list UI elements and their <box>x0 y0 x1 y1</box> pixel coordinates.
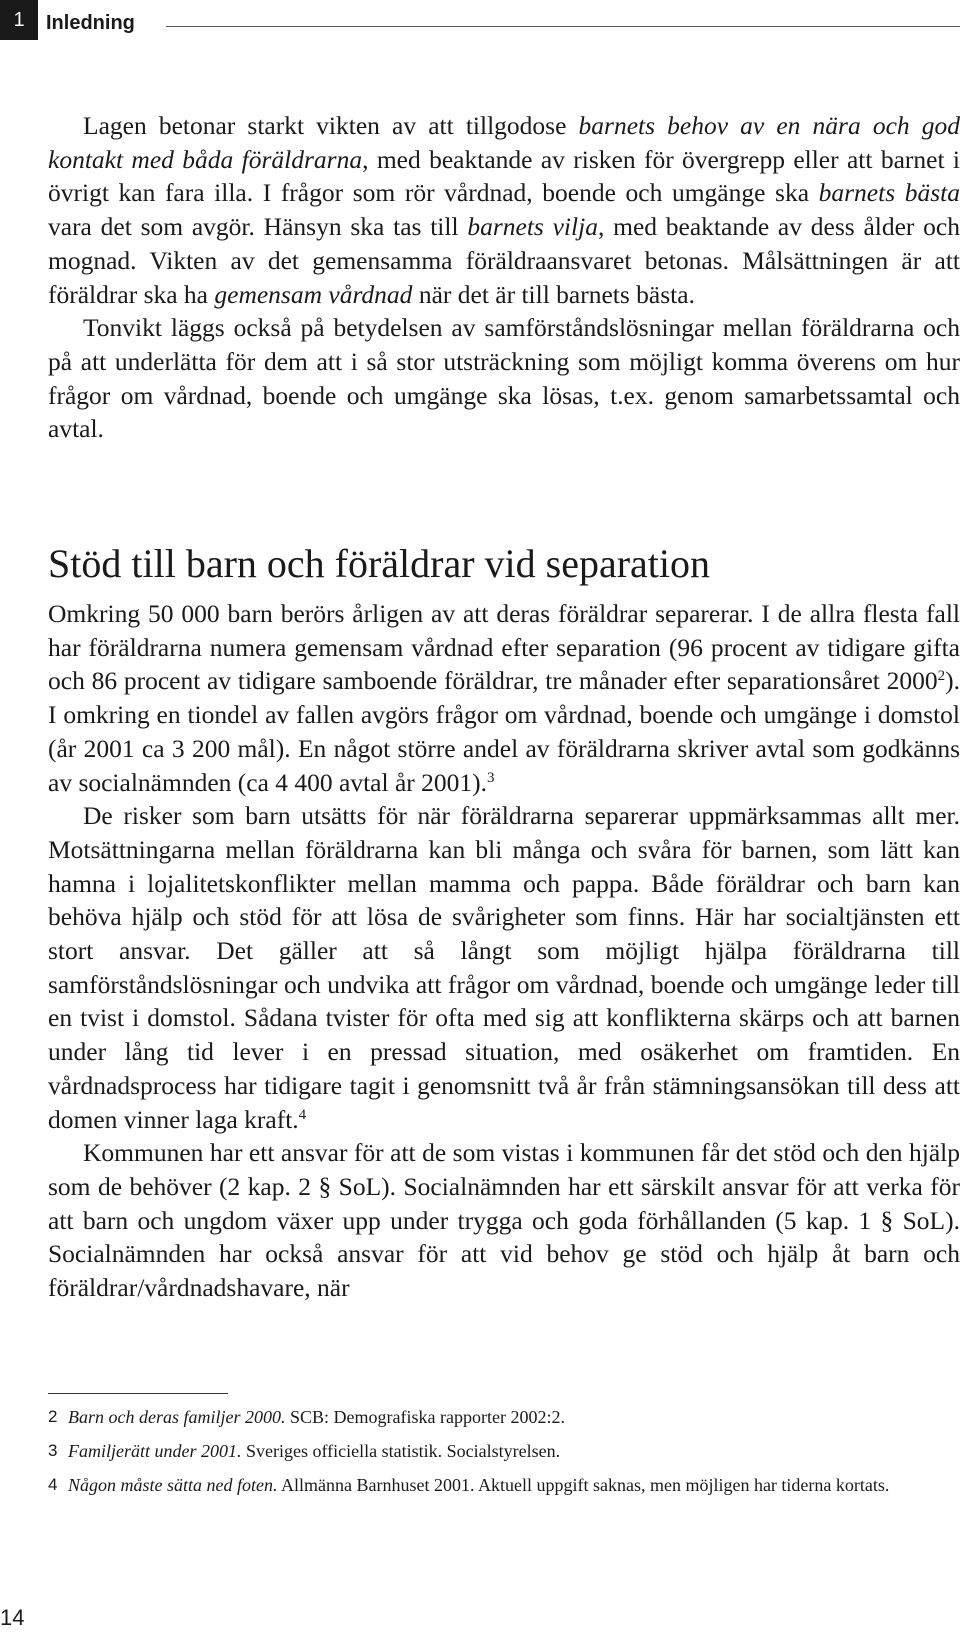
section-paragraph-3: Kommunen har ett ansvar för att de som vistas i kommunen får det stöd och den hjälp som de behöver (2 kap. 2 § SoL). Socialnämnden har ett särskilt ansvar för att verka för att barn och ungdom växer upp under trygga och goda förhållanden (5 kap. 1 § SoL). Socialnämnden har också ansvar för att vid behov ge stöd och hjälp åt barn och föräldrar/vårdnadshavare, när <box>48 1138 960 1303</box>
emphasis: gemensam vårdnad <box>214 279 413 309</box>
footnote-text: Någon måste sätta ned foten. Allmänna Barnhuset 2001. Aktuell uppgift saknas, men möjligen har tiderna kortats. <box>68 1475 890 1495</box>
page-number: 14 <box>0 1605 25 1630</box>
emphasis: barnets vilja <box>467 212 598 242</box>
footnote-ref: 4 <box>298 1106 307 1123</box>
chapter-number-badge <box>0 0 38 40</box>
section-text <box>48 597 960 1305</box>
footnote-ref: 3 <box>487 769 495 786</box>
footnote <box>48 1404 960 1430</box>
footnote-ref: 2 <box>937 668 946 685</box>
emphasis: barnets behov av en nära och god kontakt med båda föräldrarna <box>48 111 960 174</box>
footnote-title: Familjerätt under 2001. <box>68 1441 242 1461</box>
footnote-rule <box>48 1393 228 1394</box>
footnote-number: 3 <box>48 1441 58 1460</box>
section-paragraph-1: Omkring 50 000 barn berörs årligen av att deras föräldrar separerar. I de allra flesta fall har föräldrarna numera gemensam vårdnad efter separation (96 procent av tidigare gifta och 86 procent av tidigare samboende föräldrar, tre månader efter separationsåret 2000$^2$). I omkring en tiondel av fallen avgörs frågor om vårdnad, boende och umgänge i domstol (år 2001 ca 3 200 mål). En något större andel av föräldrarna skriver avtal som godkänns av socialnämnden (ca 4 400 avtal år 2001).$^3$ <box>48 599 960 797</box>
chapter-number: 1 <box>13 8 25 31</box>
footnote-text: Familjerätt under 2001. Sveriges officiella statistik. Socialstyrelsen. <box>68 1441 561 1461</box>
intro-paragraph-2: Tonvikt läggs också på betydelsen av samförståndslösningar mellan föräldrarna och på att underlätta för dem att i så stor utsträckning som möjligt komma överens om hur frågor om vårdnad, boende och umgänge ska lösas, t.ex. genom samarbetssamtal och avtal. <box>48 313 960 444</box>
footnote <box>48 1472 960 1498</box>
header-rule <box>166 26 960 27</box>
footnote-title: Barn och deras familjer 2000. <box>68 1407 286 1427</box>
footnote-number: 2 <box>48 1407 58 1426</box>
footnote-title: Någon måste sätta ned foten. <box>68 1475 278 1495</box>
section-paragraph-2: De risker som barn utsätts för när föräldrarna separerar uppmärksammas allt mer. Motsättningarna mellan föräldrarna kan bli många och svåra för barnen, som lätt kan hamna i lojalitetskonflikter mellan mamma och pappa. Både föräldrar och barn kan behöva hjälp och stöd för att lösa de svårigheter som finns. Här har socialtjänsten ett stort ansvar. Det gäller att så långt som möjligt hjälpa föräldrarna till samförståndslösningar och undvika att frågor om vårdnad, boende och umgänge leder till en tvist i domstol. Sådana tvister för ofta med sig att konflikterna skärps och att barnen under lång tid lever i en pressad situation, med osäkerhet om framtiden. En vårdnadsprocess har tidigare tagit i genomsnitt två år från stämningsansökan till dess att domen vinner laga kraft.$^4$ <box>48 801 960 1134</box>
intro-text <box>48 109 960 446</box>
section-heading: Stöd till barn och föräldrar vid separation <box>48 541 711 586</box>
chapter-title: Inledning <box>46 12 135 34</box>
footnotes <box>48 1404 960 1506</box>
footnote-number: 4 <box>48 1475 58 1494</box>
footnote-text: Barn och deras familjer 2000. SCB: Demografiska rapporter 2002:2. <box>68 1407 565 1427</box>
emphasis: barnets bästa <box>818 178 960 208</box>
intro-paragraph-1: Lagen betonar starkt vikten av att tillgodose barnets behov av en nära och god kontakt med båda föräldrarna, med beaktande av risken för övergrepp eller att barnet i övrigt kan fara illa. I frågor som rör vårdnad, boende och umgänge ska barnets bästa vara det som avgör. Hänsyn ska tas till barnets vilja, med beaktande av dess ålder och mognad. Vikten av det gemensamma föräldraansvaret betonas. Målsättningen är att föräldrar ska ha gemensam vårdnad när det är till barnets bästa. <box>48 111 960 309</box>
footnote <box>48 1438 960 1464</box>
